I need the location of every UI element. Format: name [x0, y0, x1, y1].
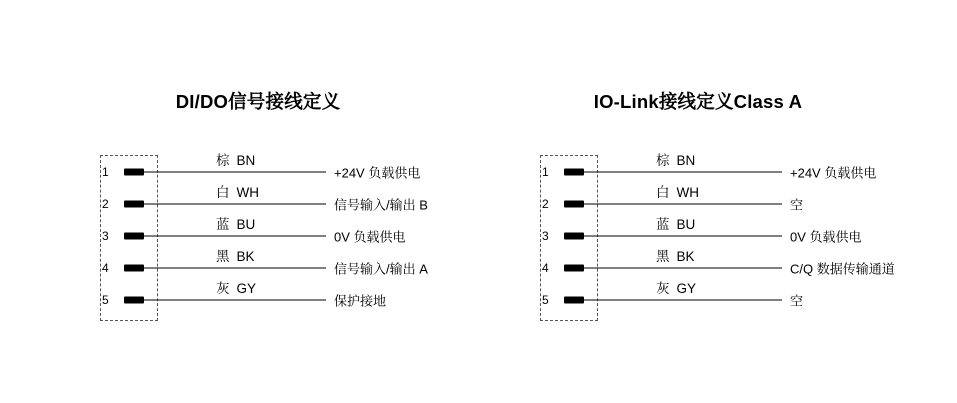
wire-color-cn: 黑	[216, 249, 230, 264]
wire-color-code: WH	[676, 185, 699, 200]
wire-color-label	[656, 245, 695, 265]
pin-function-label: 0V 负载供电	[790, 229, 862, 245]
panel-io-link-class-a	[478, 0, 918, 403]
wire-color-cn: 棕	[216, 153, 230, 168]
pin-contact-icon	[124, 169, 144, 176]
panel-title-di-do: DI/DO信号接线定义	[175, 91, 341, 112]
pin-number: 5	[102, 293, 109, 307]
pin-function-label: 空	[790, 293, 804, 309]
pin-function-label: 保护接地	[334, 293, 387, 309]
pin-contact-icon	[124, 265, 144, 272]
pin-contact-icon	[564, 265, 584, 272]
pin-lead-line	[144, 236, 326, 237]
pin-contact-icon	[124, 201, 144, 208]
pin-contact-icon	[564, 233, 584, 240]
pin-number: 2	[102, 197, 109, 211]
wire-color-code: BU	[236, 217, 256, 232]
wire-color-cn: 黑	[656, 249, 670, 264]
wire-color-code: WH	[236, 185, 259, 200]
wire-color-cn: 蓝	[656, 217, 670, 232]
pin-lead-line	[144, 172, 326, 173]
pin-function-label: +24V 负载供电	[334, 165, 421, 181]
pin-function-label: 信号输入/输出 B	[334, 197, 428, 213]
pin-lead-line	[144, 300, 326, 301]
pin-number: 3	[102, 229, 109, 243]
wire-color-code: GY	[236, 281, 257, 296]
wire-color-cn: 白	[656, 185, 670, 200]
pin-lead-line	[584, 172, 782, 173]
pin-lead-line	[584, 268, 782, 269]
wire-color-label	[656, 181, 699, 201]
pin-lead-line	[144, 268, 326, 269]
wire-color-code: BN	[236, 153, 256, 168]
panel-title-io-link: IO-Link接线定义Class A	[593, 91, 803, 112]
pin-lead-line	[584, 204, 782, 205]
pin-contact-icon	[564, 169, 584, 176]
pin-lead-line	[144, 204, 326, 205]
wire-color-label	[216, 213, 255, 233]
pin-number: 5	[542, 293, 549, 307]
wire-color-cn: 棕	[656, 153, 670, 168]
pin-number: 4	[102, 261, 109, 275]
pin-contact-icon	[564, 201, 584, 208]
wire-color-label	[216, 181, 259, 201]
pin-contact-icon	[124, 233, 144, 240]
wire-color-code: BK	[676, 249, 695, 264]
pin-function-label: 信号输入/输出 A	[334, 261, 428, 277]
panel-di-do	[38, 0, 478, 403]
wire-color-label	[656, 277, 696, 297]
pin-function-label: 0V 负载供电	[334, 229, 406, 245]
pin-lead-line	[584, 236, 782, 237]
wire-color-label	[216, 245, 255, 265]
pin-number: 2	[542, 197, 549, 211]
pin-lead-line	[584, 300, 782, 301]
pin-number: 4	[542, 261, 549, 275]
pin-function-label: +24V 负载供电	[790, 165, 877, 181]
pin-function-label: 空	[790, 197, 804, 213]
pin-function-label: C/Q 数据传输通道	[790, 261, 895, 277]
pin-number: 1	[542, 165, 549, 179]
wire-color-label	[656, 213, 695, 233]
wire-color-label	[216, 277, 256, 297]
wire-color-code: BU	[676, 217, 696, 232]
wire-color-label	[216, 149, 255, 169]
wire-color-cn: 蓝	[216, 217, 230, 232]
pin-contact-icon	[564, 297, 584, 304]
pin-number: 1	[102, 165, 109, 179]
pin-number: 3	[542, 229, 549, 243]
wire-color-cn: 白	[216, 185, 230, 200]
wire-color-cn: 灰	[216, 281, 230, 296]
wire-color-code: BN	[676, 153, 696, 168]
wire-color-label	[656, 149, 695, 169]
wire-color-cn: 灰	[656, 281, 670, 296]
pin-contact-icon	[124, 297, 144, 304]
wire-color-code: GY	[676, 281, 697, 296]
wire-color-code: BK	[236, 249, 255, 264]
